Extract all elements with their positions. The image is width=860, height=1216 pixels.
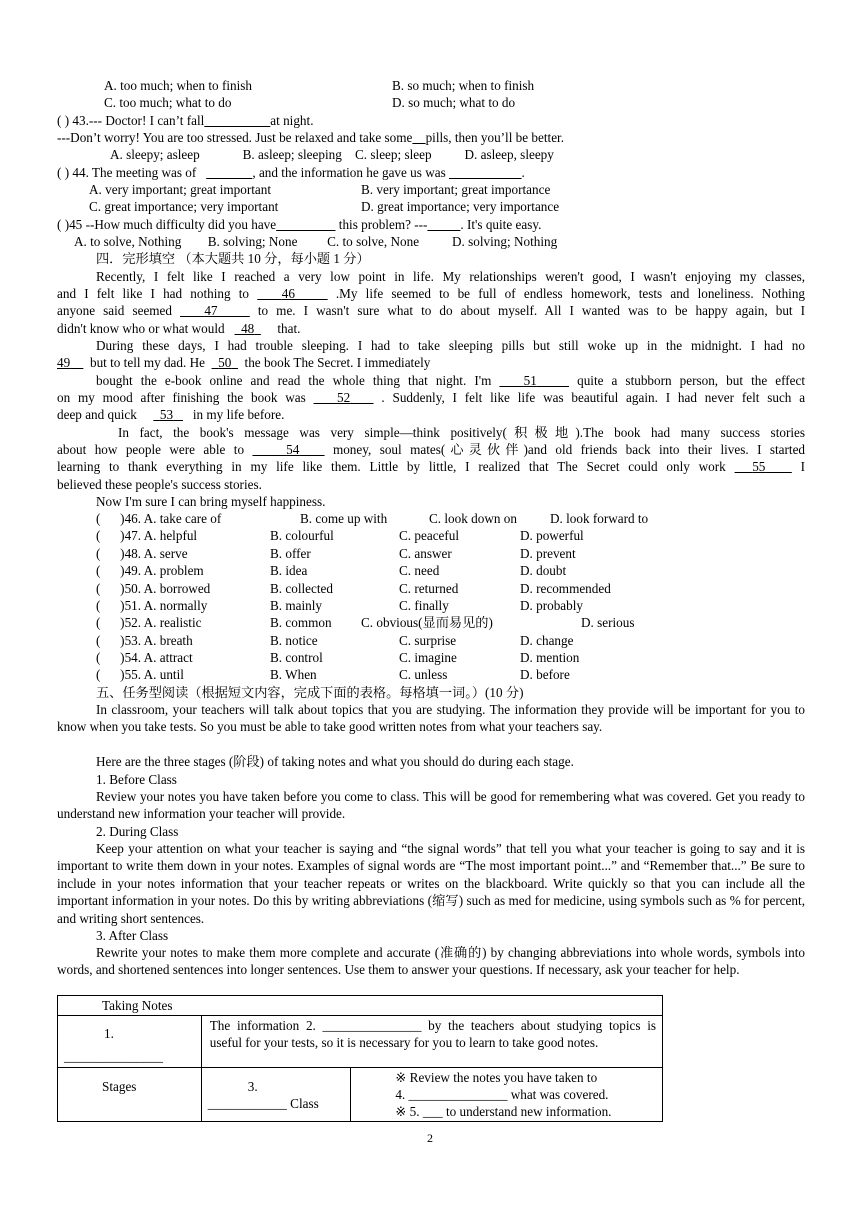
table-cell-3 xyxy=(201,1068,351,1122)
options-52-a: ( )52. A. realistic xyxy=(96,615,202,630)
table-cell-2: The information 2. _______________ by the teachers about studying topics is useful for your tests, so it is necessary for you to learn to take good notes. xyxy=(201,1016,662,1068)
options-53-d: D. change xyxy=(520,633,574,648)
options-46-d: D. look forward to xyxy=(550,511,649,526)
options-46: ( )46. A. take care of xyxy=(96,511,222,526)
passage-line: Recently, I felt like I reached a very low point in life. My relationships weren't good, I wasn't enjoying my classes, xyxy=(96,269,805,284)
options-48-a: ( )48. A. serve xyxy=(96,546,188,561)
blank-47: 47 xyxy=(204,303,218,318)
options-51-c: C. finally xyxy=(399,598,449,613)
options-55-a: ( )55. A. until xyxy=(96,667,184,682)
blank-1: _______________ xyxy=(64,1049,163,1064)
passage-line: deep and quick 53 in my life before. xyxy=(57,407,285,422)
options-50-b: B. collected xyxy=(270,581,333,596)
options-50-a: ( )50. A. borrowed xyxy=(96,581,211,596)
blank-50: 50 xyxy=(218,355,232,370)
table-before-class-note: ※ Review the notes you have taken to xyxy=(395,1070,598,1085)
after-class-text: Rewrite your notes to make them more complete and accurate (准确的) by changing abbreviations into whole words, symbols into words, and shortened sentences into longer sentences. Use them to answer your questions. If necessary, ask your teacher for help. xyxy=(57,945,805,978)
table-stages-label: Stages xyxy=(58,1068,202,1122)
table-title: Taking Notes xyxy=(58,996,663,1016)
options-54-d: D. mention xyxy=(520,650,580,665)
during-class-text: Keep your attention on what your teacher is saying and “the signal words” that tell you what your teacher is going to say and it is important to write them down in your notes. Examples of signal words are “The most important point...” and “Remember that...” Be sure to include in your notes information that your teacher repeats or writes on the blackboard. Write quickly so that you can include all the important information in your notes. Do this by writing abbreviations (缩写) such as med for medicine, using symbols such as % for percent, and writing short sentences. xyxy=(57,841,805,926)
options-47-a: ( )47. A. helpful xyxy=(96,528,198,543)
passage-line: learning to thank everything in my life like them. Little by little, I realized that The Secret could only work 55 I xyxy=(57,459,806,474)
passage-line: on my mood after finishing the book was 52 . Suddenly, I felt like life was beautiful again. I had never felt such a xyxy=(57,390,806,405)
options-48-b: B. offer xyxy=(270,546,311,561)
blank-48: 48 xyxy=(241,321,255,336)
options-54-b: B. control xyxy=(270,650,323,665)
passage-line: During these days, I had trouble sleeping. I had to take sleeping pills but still woke up in the midnight. I had no xyxy=(96,338,805,353)
taking-notes-table xyxy=(57,995,663,1122)
options-53-b: B. notice xyxy=(270,633,318,648)
after-class-title: 3. After Class xyxy=(96,928,169,943)
options-52-d: D. serious xyxy=(581,615,635,630)
options-53-a: ( )53. A. breath xyxy=(96,633,193,648)
blank-53: 53 xyxy=(159,407,174,422)
passage-line: Now I'm sure I can bring myself happiness. xyxy=(96,494,326,509)
options-47-c: C. peaceful xyxy=(399,528,460,543)
table-label-1: 1. xyxy=(104,1026,114,1041)
options-47-b: B. colourful xyxy=(270,528,334,543)
passage-line: anyone said seemed 47 to me. I wasn't sure what to do about myself. All I wanted was to be happy again, but I xyxy=(57,303,806,318)
blank-51: 51 xyxy=(523,373,537,388)
table-label-3: 3. xyxy=(247,1079,258,1094)
options-48-c: C. answer xyxy=(399,546,452,561)
options-49-a: ( )49. A. problem xyxy=(96,563,204,578)
blank-46: 46 xyxy=(281,286,295,301)
options-49-b: B. idea xyxy=(270,563,308,578)
options-55-c: C. unless xyxy=(399,667,448,682)
q44-option-b: B. very important; great importance xyxy=(361,182,551,197)
q44-option-a: A. very important; great important xyxy=(89,182,272,197)
blank-55: 55 xyxy=(752,459,766,474)
passage-line: didn't know who or what would 48 that. xyxy=(57,321,301,336)
passage-line: and I felt like I had nothing to 46 .My life seemed to be full of endless homework, tests and loneliness. Nothing xyxy=(57,286,806,301)
q42-option-c: C. too much; what to do xyxy=(104,95,232,110)
options-47-d: D. powerful xyxy=(520,528,584,543)
options-50-c: C. returned xyxy=(399,581,459,596)
reading-intro: In classroom, your teachers will talk about topics that you are studying. The information they provide will be important for you to know when you take tests. So you must be able to take good written notes from what your teachers say. xyxy=(57,702,805,735)
options-52-b: B. common xyxy=(270,615,332,630)
options-53-c: C. surprise xyxy=(399,633,457,648)
reading-stages-intro: Here are the three stages (阶段) of taking notes and what you should do during each stage. xyxy=(96,754,574,769)
options-46-b: B. come up with xyxy=(300,511,388,526)
options-49-c: C. need xyxy=(399,563,440,578)
blank-5-line: ※ 5. ___ to understand new information. xyxy=(395,1104,612,1119)
q44-option-d: D. great importance; very importance xyxy=(361,199,560,214)
options-55-d: D. before xyxy=(520,667,570,682)
options-54-c: C. imagine xyxy=(399,650,457,665)
options-54-a: ( )54. A. attract xyxy=(96,650,193,665)
options-50-d: D. recommended xyxy=(520,581,611,596)
section5-heading: 五、任务型阅读（根据短文内容，完成下面的表格。每格填一词。）(10 分) xyxy=(96,685,524,700)
blank-52: 52 xyxy=(336,390,351,405)
q44-option-c: C. great importance; very important xyxy=(89,199,279,214)
options-52-c: C. obvious(显而易见的) xyxy=(361,615,493,630)
blank-3: ____________ Class xyxy=(207,1096,319,1111)
blank-49: 49 xyxy=(57,355,71,370)
q42-option-a: A. too much; when to finish xyxy=(104,78,252,93)
before-class-text: Review your notes you have taken before you come to class. This will be good for remembering what was covered. Get you ready to understand new information your teacher will provide. xyxy=(57,789,805,822)
passage-line: about how people were able to 54 money, soul mates(心灵伙伴)and old friends back into their lives. I started xyxy=(57,442,806,457)
options-55-b: B. When xyxy=(270,667,317,682)
options-51-a: ( )51. A. normally xyxy=(96,598,208,613)
blank-4-line: 4. _______________ what was covered. xyxy=(395,1087,609,1102)
table-cell-4 xyxy=(351,1068,663,1122)
page-number: 2 xyxy=(427,1131,433,1145)
q44-stem: ( ) 44. The meeting was of , and the information he gave us was . xyxy=(57,165,525,180)
q42-option-d: D. so much; what to do xyxy=(392,95,516,110)
passage-line: bought the e-book online and read the whole thing that night. I'm 51 quite a stubborn person, but the effect xyxy=(96,373,806,388)
before-class-title: 1. Before Class xyxy=(96,772,177,787)
section4-heading: 四．完形填空 （本大题共 10 分，每小题 1 分） xyxy=(96,251,370,266)
passage-line: 49 but to tell my dad. He 50 the book The Secret. I immediately xyxy=(57,355,431,370)
q43-stem: ( ) 43.--- Doctor! I can’t fall at night. xyxy=(57,113,314,128)
blank-54: 54 xyxy=(286,442,300,457)
passage-line: In fact, the book's message was very simple—think positively(积极地).The book had many success stories xyxy=(118,425,805,440)
q42-option-b: B. so much; when to finish xyxy=(392,78,535,93)
q45-options: A. to solve, Nothing B. solving; None C. to solve, None D. solving; Nothing xyxy=(74,234,558,249)
q45-stem: ( )45 --How much difficulty did you have this problem? --- . It's quite easy. xyxy=(57,217,542,232)
options-48-d: D. prevent xyxy=(520,546,576,561)
options-51-b: B. mainly xyxy=(270,598,323,613)
q43-options: A. sleepy; asleep B. asleep; sleeping C. sleep; sleep D. asleep, sleepy xyxy=(110,147,554,162)
during-class-title: 2. During Class xyxy=(96,824,179,839)
table-cell-1 xyxy=(58,1016,202,1068)
options-49-d: D. doubt xyxy=(520,563,567,578)
options-46-c: C. look down on xyxy=(429,511,517,526)
q43-reply: ---Don’t worry! You are too stressed. Just be relaxed and take some pills, then you’ll be better. xyxy=(57,130,565,145)
passage-line: believed these people's success stories. xyxy=(57,477,262,492)
options-51-d: D. probably xyxy=(520,598,583,613)
